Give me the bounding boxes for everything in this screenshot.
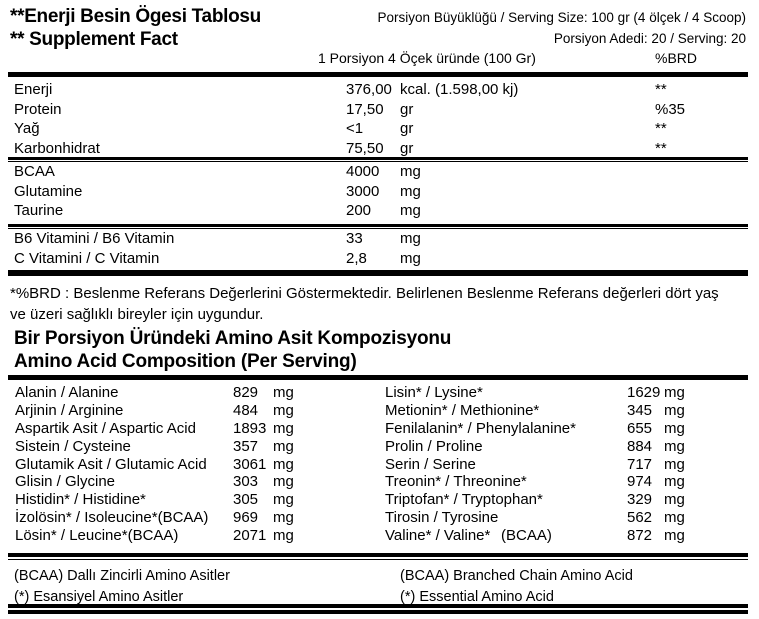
table-row — [0, 182, 759, 202]
amino-name: Tirosin / Tyrosine — [385, 509, 499, 527]
nutrient-value: 2,8 — [346, 249, 367, 267]
label-title — [10, 5, 261, 51]
footnotes-en — [400, 566, 633, 607]
nutrient-unit: mg — [400, 202, 421, 219]
nutrient-brd: ** — [655, 139, 667, 157]
table-row — [0, 119, 759, 139]
amino-unit: mg — [273, 419, 294, 437]
nutrient-unit: mg — [400, 249, 421, 267]
footnote-bcaa-tr: (BCAA) Dallı Zincirli Amino Asitler — [14, 568, 230, 584]
amino-name: Triptofan* / Tryptophan* — [385, 491, 543, 509]
nutrient-name: Glutamine — [14, 182, 83, 200]
nutrient-unit: mg — [400, 230, 421, 247]
amino-name: Lösin* / Leucine*(BCAA) — [15, 527, 179, 545]
amino-unit: mg — [664, 527, 685, 545]
actives-table — [0, 162, 759, 221]
amino-value: 329 — [627, 491, 653, 509]
amino-value: 1893 — [233, 419, 267, 437]
amino-unit: mg — [273, 527, 294, 545]
table-row — [379, 527, 758, 545]
nutrient-name: BCAA — [14, 163, 55, 180]
amino-name: Arjinin / Arginine — [15, 401, 124, 419]
amino-title-tr: Bir Porsiyon Üründeki Amino Asit Kompozisyonu — [14, 328, 452, 349]
table-row — [0, 527, 379, 545]
table-row — [0, 420, 379, 438]
amino-value: 345 — [627, 401, 653, 419]
amino-unit: mg — [664, 473, 685, 491]
nutrient-name: Taurine — [14, 202, 64, 219]
amino-name: Sistein / Cysteine — [15, 437, 131, 455]
amino-unit: mg — [664, 419, 685, 437]
footnote-essential-en: (*) Essential Amino Acid — [400, 588, 554, 605]
table-row — [0, 201, 759, 221]
amino-name: Prolin / Proline — [385, 437, 483, 455]
nutrient-name: Protein — [14, 100, 62, 118]
amino-name: Fenilalanin* / Phenylalanine* — [385, 419, 576, 437]
nutrient-name: Yağ — [14, 120, 40, 137]
amino-unit: mg — [664, 384, 685, 401]
amino-value: 884 — [627, 437, 653, 455]
nutrient-brd: ** — [655, 81, 667, 98]
label-title-tr: **Enerji Besin Ögesi Tablosu — [10, 6, 261, 27]
amino-value: 969 — [233, 509, 259, 527]
amino-value: 1629 — [627, 384, 661, 401]
table-row — [0, 100, 759, 120]
amino-value: 872 — [627, 527, 653, 545]
table-row — [0, 438, 379, 456]
divider-vitamins — [8, 270, 748, 276]
amino-table — [0, 384, 759, 545]
amino-note: (BCAA) — [501, 527, 552, 545]
table-row — [0, 162, 759, 182]
table-row — [379, 473, 758, 491]
amino-unit: mg — [273, 437, 294, 455]
macros-table — [0, 80, 759, 158]
table-row — [379, 456, 758, 474]
table-row — [0, 384, 379, 402]
amino-unit: mg — [664, 455, 685, 473]
amino-value: 484 — [233, 401, 259, 419]
divider-bottom — [8, 604, 748, 614]
amino-name: Treonin* / Threonine* — [385, 473, 527, 491]
amino-unit: mg — [273, 455, 294, 473]
amino-name: Lisin* / Lysine* — [385, 384, 483, 401]
nutrient-value: 75,50 — [346, 139, 384, 157]
nutrient-brd: ** — [655, 120, 667, 137]
amino-name: Alanin / Alanine — [15, 384, 119, 401]
amino-column-left — [0, 384, 379, 545]
amino-name: Histidin* / Histidine* — [15, 491, 146, 509]
amino-value: 305 — [233, 491, 259, 509]
table-row — [0, 473, 379, 491]
divider-amino-table — [8, 553, 748, 560]
amino-value: 562 — [627, 509, 653, 527]
table-row — [0, 139, 759, 159]
nutrient-value: 376,00 — [346, 81, 392, 98]
vitamins-table — [0, 229, 759, 268]
table-row — [0, 229, 759, 249]
amino-value: 974 — [627, 473, 653, 491]
nutrient-name: Enerji — [14, 81, 53, 98]
table-row — [0, 491, 379, 509]
nutrient-unit: gr — [400, 120, 414, 137]
nutrient-value: 4000 — [346, 163, 380, 180]
amino-unit: mg — [273, 384, 294, 401]
nutrient-name: B6 Vitamini / B6 Vitamin — [14, 230, 175, 247]
nutrient-unit: mg — [400, 163, 421, 180]
brd-note: *%BRD : Beslenme Referans Değerlerini Göstermektedir. Belirlenen Beslenme Referans değerleri dört yaş ve üzeri sağlıklı bireyler için uygundur. — [10, 285, 719, 323]
amino-unit: mg — [664, 509, 685, 527]
amino-value: 3061 — [233, 455, 267, 473]
amino-value: 303 — [233, 473, 259, 491]
amino-unit: mg — [273, 509, 294, 527]
per-serving-column-header: 1 Porsiyon 4 Öçek üründe (100 Gr) — [318, 50, 536, 66]
amino-unit: mg — [273, 401, 294, 419]
amino-value: 357 — [233, 437, 259, 455]
table-row — [379, 384, 758, 402]
amino-name: Metionin* / Methionine* — [385, 401, 540, 419]
amino-title-en: Amino Acid Composition (Per Serving) — [14, 351, 357, 372]
footnote-essential-tr: (*) Esansiyel Amino Asitler — [14, 588, 184, 605]
nutrient-value: 200 — [346, 202, 372, 219]
nutrient-value: 33 — [346, 230, 363, 247]
table-row — [379, 491, 758, 509]
nutrient-unit: mg — [400, 182, 421, 200]
amino-unit: mg — [664, 491, 685, 509]
amino-unit: mg — [273, 491, 294, 509]
amino-section-title — [14, 327, 451, 373]
amino-unit: mg — [273, 473, 294, 491]
footnotes-tr — [14, 566, 230, 607]
table-row — [0, 456, 379, 474]
amino-unit: mg — [664, 401, 685, 419]
table-row — [379, 402, 758, 420]
amino-name: Aspartik Asit / Aspartic Acid — [15, 419, 196, 437]
amino-value: 2071 — [233, 527, 267, 545]
brd-column-header: %BRD — [655, 50, 698, 66]
amino-value: 717 — [627, 455, 653, 473]
amino-unit: mg — [664, 437, 685, 455]
table-row — [379, 509, 758, 527]
nutrient-unit: gr — [400, 139, 414, 157]
footnote-bcaa-en: (BCAA) Branched Chain Amino Acid — [400, 568, 633, 584]
nutrient-value: <1 — [346, 120, 364, 137]
nutrient-value: 17,50 — [346, 100, 384, 118]
table-row — [0, 402, 379, 420]
table-row — [0, 509, 379, 527]
amino-name: Serin / Serine — [385, 455, 476, 473]
amino-name: Glisin / Glycine — [15, 473, 116, 491]
amino-name: İzolösin* / Isoleucine*(BCAA) — [15, 509, 209, 527]
nutrient-unit: gr — [400, 100, 414, 118]
serving-size-text: Porsiyon Büyüklüğü / Serving Size: 100 gr (4 ölçek / 4 Scoop) — [377, 10, 746, 25]
nutrient-value: 3000 — [346, 182, 380, 200]
table-row — [379, 438, 758, 456]
serving-info — [378, 7, 746, 49]
nutrient-name: Karbonhidrat — [14, 139, 100, 157]
amino-name: Valine* / Valine* — [385, 527, 491, 545]
nutrient-unit: kcal. (1.598,00 kj) — [400, 81, 519, 98]
table-row — [379, 420, 758, 438]
nutrient-name: C Vitamini / C Vitamin — [14, 249, 160, 267]
servings-count-text: Porsiyon Adedi: 20 / Serving: 20 — [553, 31, 746, 46]
label-title-en: ** Supplement Fact — [10, 29, 178, 50]
table-row — [0, 249, 759, 269]
nutrient-brd: %35 — [655, 100, 686, 118]
amino-value: 655 — [627, 419, 653, 437]
divider-amino-title — [8, 375, 748, 380]
amino-name: Glutamik Asit / Glutamic Acid — [15, 455, 207, 473]
table-row — [0, 80, 759, 100]
amino-value: 829 — [233, 384, 259, 401]
amino-column-right — [379, 384, 758, 545]
divider-header — [8, 72, 748, 77]
